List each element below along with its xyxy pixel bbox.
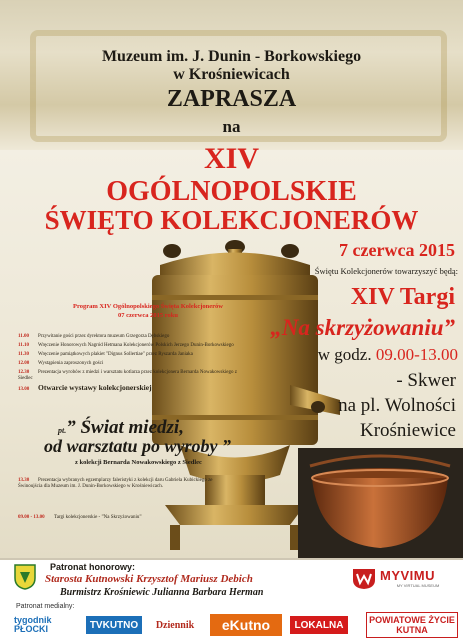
media-logo-lokalna: LOKALNA [290, 616, 348, 634]
program-item: 11.10 Wręczenie Honorowych Nagród Hetmana Kolekcjonerów Polskich Jerzego Dunin-Borkowskiego [18, 343, 234, 348]
exhibit-title-line1: pt.” Świat miedzi, [58, 417, 184, 438]
krosniewice-arms-icon [352, 568, 376, 590]
myvimu-logo [380, 568, 456, 588]
honorary-line1: Starosta Kutnowski Krzysztof Mariusz Debich [45, 573, 253, 585]
event-date: 7 czerwca 2015 [339, 240, 455, 260]
fair-intro: Świętu Kolekcjonerów towarzyszyć będą: [314, 266, 458, 276]
media-logo-ekutno: eKutno [210, 614, 282, 636]
fair-title: XIV Targi [350, 284, 455, 310]
media-label: Patronat medialny: [16, 603, 75, 610]
museum-location: w Krośniewicach [173, 66, 290, 83]
media-logo-tvkutno: TVKUTNO [86, 616, 142, 634]
program-title-line2: 07 czerwca 2015 roku [118, 312, 178, 319]
fair-hours-value: 09.00-13.00 [375, 345, 458, 364]
myvimu-logo-text: MYVIMU [380, 568, 435, 583]
program-item: 12.30 Prezentacja wyrobów z miedzi i warsztatu kotlarza przez kolekcjonera Bernarda Nowakowskiego z Siedlec [18, 370, 237, 381]
program-item: 13.00 Otwarcie wystawy kolekcjonerskiej [18, 383, 152, 392]
honorary-line2: Burmistrz Krośniewic Julianna Barbara Herman [60, 587, 264, 598]
event-title-line2: ŚWIĘTO KOLEKCJONERÓW [44, 205, 419, 235]
myvimu-logo-subtitle: MY VIRTUAL MUSEUM [396, 583, 440, 588]
exhibit-collection: z kolekcji Bernarda Nowakowskiego z Siedlec [75, 459, 202, 466]
fair-hours [285, 345, 458, 365]
program-item: 11.00 Przywitanie gości przez dyrektora muzeum Grzegorza Dębskiego [18, 334, 170, 339]
fair-place-line1: - Skwer [396, 370, 456, 391]
program-list [18, 334, 248, 393]
copper-pot-image [298, 448, 463, 558]
fair-name: „Na skrzyżowaniu” [270, 315, 455, 340]
media-logo-dziennik: Dziennik [155, 619, 195, 631]
event-edition: XIV [203, 142, 259, 175]
fair-hours-prefix: w godz. [317, 345, 372, 364]
media-logo-tygodnik: tygodnik PŁOCKI [14, 615, 52, 634]
invites-heading: ZAPRASZA [166, 86, 297, 112]
fair-place-line2: na pl. Wolności [338, 395, 456, 416]
museum-name: Muzeum im. J. Dunin - Borkowskiego [101, 48, 362, 65]
exhibit-title-line2: od warsztatu po wyroby ” [44, 436, 232, 456]
program-item-1330: 13.30 Prezentacja wybranych egzemplarzy faleristyki z kolekcji daru Gabriela Kubickiego ze Świnoujścia dla Muzeum im. J. Dunin-Borkowskiego w Krośniewicach. [18, 478, 213, 489]
event-title-line1: OGÓLNOPOLSKIE [106, 176, 357, 207]
program-item: 12.00 Wystąpienia zaproszonych gości [18, 361, 104, 366]
program-title-line1: Program XIV Ogólnopolskiego Święta Kolekcjonerów [73, 303, 223, 310]
honorary-label: Patronat honorowy: [50, 562, 135, 572]
media-logo-powiatowe: POWIATOWE ŻYCIE KUTNA [366, 612, 458, 638]
coat-of-arms-icon [14, 564, 36, 590]
na-word: na [222, 117, 241, 136]
fair-place-line3: Krośniewice [359, 420, 456, 441]
program-fair-line: 09.00 - 13.00 Targi kolekcjonerskie - ”Na Skrzyżowaniu” [18, 515, 142, 520]
program-item: 11.30 Wręczenie pamiątkowych plakiet "Dignus Sollertiae" przez Ryszarda Janiaka [18, 352, 193, 357]
